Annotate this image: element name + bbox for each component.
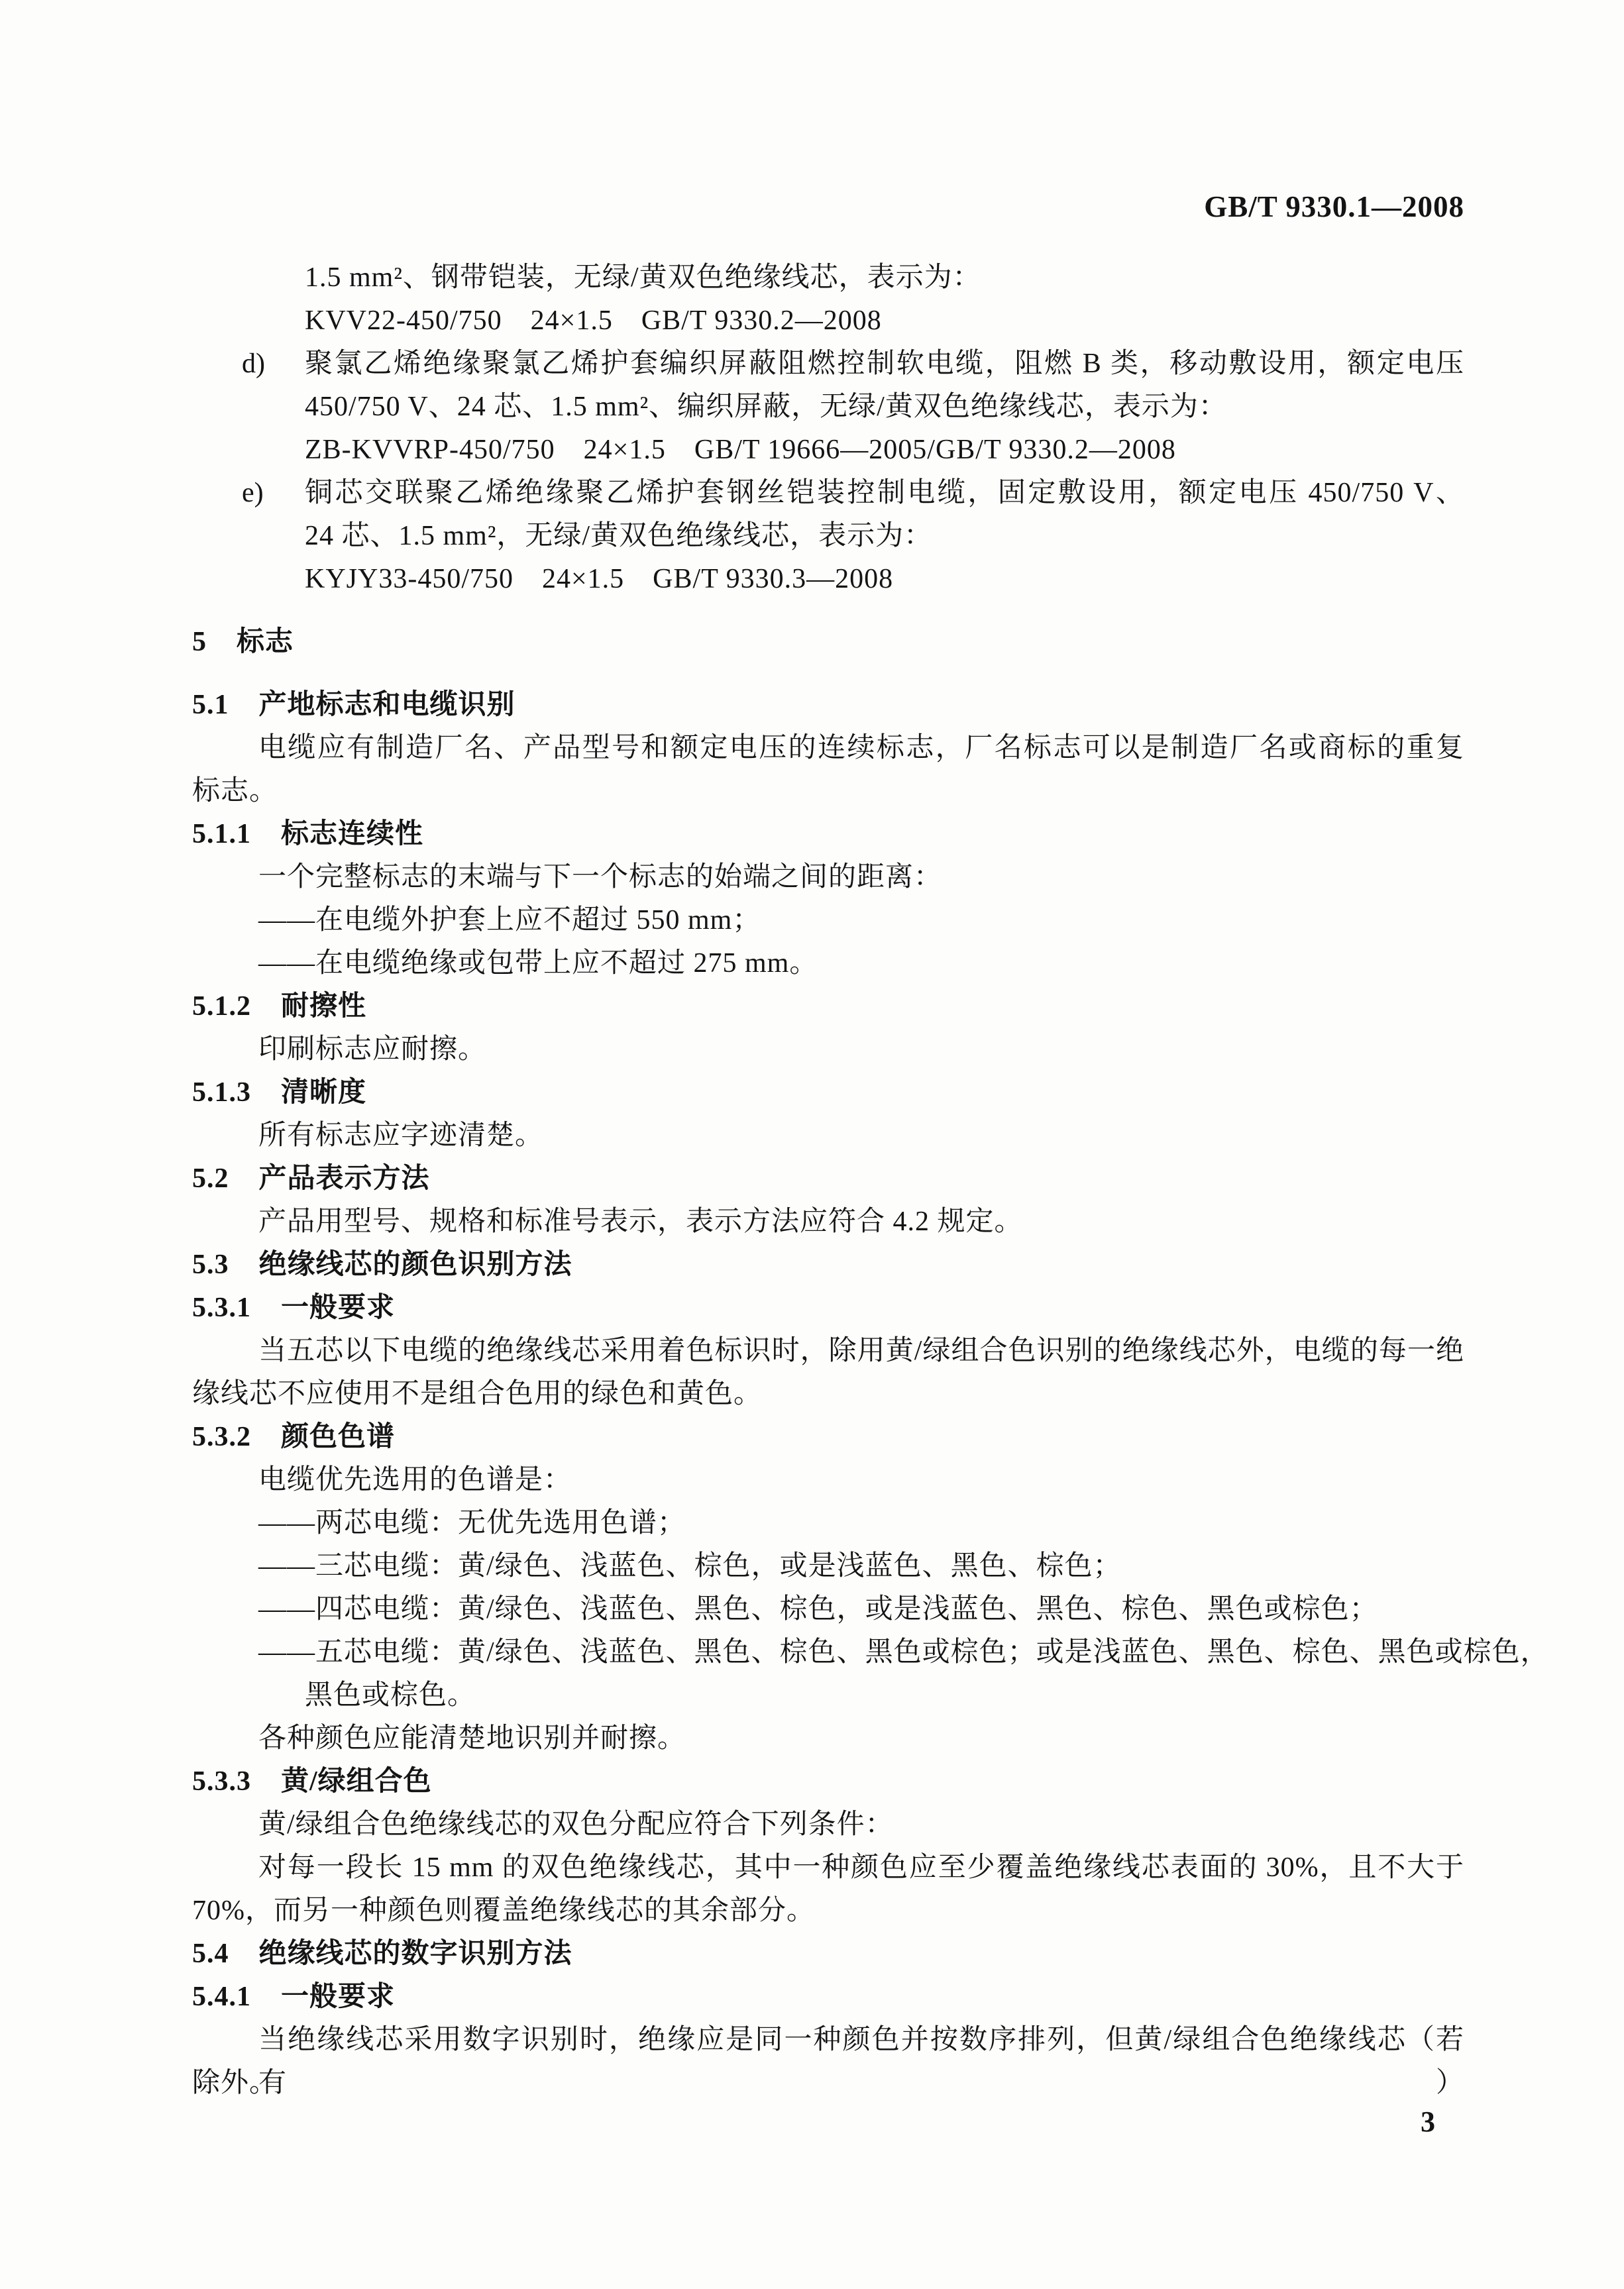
heading-number: 5	[192, 627, 207, 657]
paragraph-line: 产品用型号、规格和标准号表示，表示方法应符合 4.2 规定。	[258, 1206, 1023, 1237]
standard-number-header: GB/T 9330.1—2008	[1204, 190, 1464, 223]
cable-designation-line: ZB-KVVRP-450/750 24×1.5 GB/T 19666—2005/GB/T 9330.2—2008	[305, 435, 1176, 465]
heading-number: 5.2	[192, 1163, 229, 1194]
section-heading-5-3-2	[192, 1416, 1464, 1459]
heading-number: 5.4	[192, 1939, 229, 1969]
paragraph-line: 黄/绿组合色绝缘线芯的双色分配应符合下列条件：	[258, 1809, 894, 1840]
heading-number: 5.1	[192, 690, 229, 720]
heading-number: 5.3.2	[192, 1422, 251, 1452]
dash-list-item: ——两芯电缆：无优先选用色谱；	[258, 1508, 686, 1538]
heading-number: 5.1.3	[192, 1077, 251, 1108]
paragraph-line: 除外。	[192, 2068, 278, 2098]
list-item-marker: d)	[242, 348, 265, 379]
paragraph-line: 印刷标志应耐擦。	[258, 1034, 487, 1065]
list-item-e	[192, 472, 1464, 601]
paragraph-line: 对每一段长 15 mm 的双色绝缘线芯，其中一种颜色应至少覆盖绝缘线芯表面的 30%，且不大于	[258, 1852, 1464, 1883]
heading-number: 5.3	[192, 1250, 229, 1280]
heading-title: 产品表示方法	[258, 1163, 430, 1194]
heading-number: 5.4.1	[192, 1982, 251, 2012]
heading-title: 黄/绿组合色	[281, 1766, 432, 1797]
cable-designation-line: KYJY33-450/750 24×1.5 GB/T 9330.3—2008	[305, 564, 894, 594]
section-heading-5-1-3	[192, 1071, 1464, 1114]
section-heading-5-2	[192, 1157, 1464, 1200]
heading-title: 颜色色谱	[281, 1422, 396, 1452]
section-heading-5-1-1	[192, 813, 1464, 856]
paragraph-line: 电缆优先选用的色谱是：	[258, 1465, 572, 1495]
dash-list-item: ——五芯电缆：黄/绿色、浅蓝色、黑色、棕色、黑色或棕色；或是浅蓝色、黑色、棕色、黑色或棕色，	[258, 1637, 1549, 1668]
heading-title: 绝缘线芯的数字识别方法	[258, 1939, 572, 1969]
page-number: 3	[1421, 2105, 1435, 2138]
page-content	[192, 186, 1549, 2105]
list-item-line: 450/750 V、24 芯、1.5 mm²、编织屏蔽，无绿/黄双色绝缘线芯，表示为：	[305, 392, 1227, 422]
section-heading-5-4	[192, 1933, 1464, 1976]
heading-number: 5.3.3	[192, 1766, 251, 1797]
heading-title: 绝缘线芯的颜色识别方法	[258, 1250, 572, 1280]
paragraph-line: 当五芯以下电缆的绝缘线芯采用着色标识时，除用黄/绿组合色识别的绝缘线芯外，电缆的每一绝	[258, 1336, 1464, 1366]
heading-number: 5.1.1	[192, 819, 251, 849]
heading-title: 一般要求	[281, 1982, 396, 2012]
heading-title: 一般要求	[281, 1293, 396, 1323]
heading-title: 标志连续性	[281, 819, 424, 849]
heading-title: 耐擦性	[281, 991, 367, 1022]
list-item-text	[305, 343, 1464, 472]
list-continuation-line: 1.5 mm²、钢带铠装，无绿/黄双色绝缘线芯，表示为：	[305, 262, 981, 293]
section-heading-5-3-3	[192, 1760, 1464, 1803]
dash-list-item: ——三芯电缆：黄/绿色、浅蓝色、棕色，或是浅蓝色、黑色、棕色；	[258, 1551, 1122, 1581]
list-item-marker: e)	[242, 478, 264, 508]
heading-number: 5.3.1	[192, 1293, 251, 1323]
list-item-d	[192, 343, 1464, 472]
paragraph-line: 70%，而另一种颜色则覆盖绝缘线芯的其余部分。	[192, 1895, 815, 1926]
heading-title: 清晰度	[281, 1077, 367, 1108]
section-heading-5-1-2	[192, 985, 1464, 1028]
paragraph-line: 一个完整标志的末端与下一个标志的始端之间的距离：	[258, 862, 943, 892]
heading-title: 标志	[237, 627, 294, 657]
section-heading-5-1	[192, 684, 1464, 727]
dash-list-item: ——四芯电缆：黄/绿色、浅蓝色、黑色、棕色，或是浅蓝色、黑色、棕色、黑色或棕色；	[258, 1594, 1378, 1624]
paragraph-line: 各种颜色应能清楚地识别并耐擦。	[258, 1723, 686, 1754]
paragraph-line: 标志。	[192, 776, 278, 806]
list-item-line: 聚氯乙烯绝缘聚氯乙烯护套编织屏蔽阻燃控制软电缆，阻燃 B 类，移动敷设用，额定电压	[305, 348, 1464, 379]
cable-designation-line: KVV22-450/750 24×1.5 GB/T 9330.2—2008	[305, 305, 882, 336]
paragraph-line: 电缆应有制造厂名、产品型号和额定电压的连续标志，厂名标志可以是制造厂名或商标的重复	[258, 733, 1464, 763]
section-heading-5-3	[192, 1244, 1464, 1287]
section-heading-5-4-1	[192, 1976, 1464, 2019]
heading-number: 5.1.2	[192, 991, 251, 1022]
section-heading-5	[192, 621, 1464, 664]
list-item-line: 24 芯、1.5 mm²，无绿/黄双色绝缘线芯，表示为：	[305, 521, 933, 551]
paragraph-line: 缘线芯不应使用不是组合色用的绿色和黄色。	[192, 1379, 763, 1409]
dash-list-item-continuation: 黑色或棕色。	[305, 1680, 476, 1711]
section-heading-5-3-1	[192, 1287, 1464, 1330]
list-item-text	[305, 472, 1464, 601]
paragraph-line: 所有标志应字迹清楚。	[258, 1120, 544, 1151]
heading-title: 产地标志和电缆识别	[258, 690, 515, 720]
dash-list-item: ——在电缆外护套上应不超过 550 mm；	[258, 905, 761, 935]
list-item-line: 铜芯交联聚乙烯绝缘聚乙烯护套钢丝铠装控制电缆，固定敷设用，额定电压 450/750 V、	[305, 478, 1464, 508]
dash-list-item: ——在电缆绝缘或包带上应不超过 275 mm。	[258, 948, 818, 979]
paragraph-line: 当绝缘线芯采用数字识别时，绝缘应是同一种颜色并按数序排列，但黄/绿组合色绝缘线芯（若有）	[258, 2025, 1464, 2098]
